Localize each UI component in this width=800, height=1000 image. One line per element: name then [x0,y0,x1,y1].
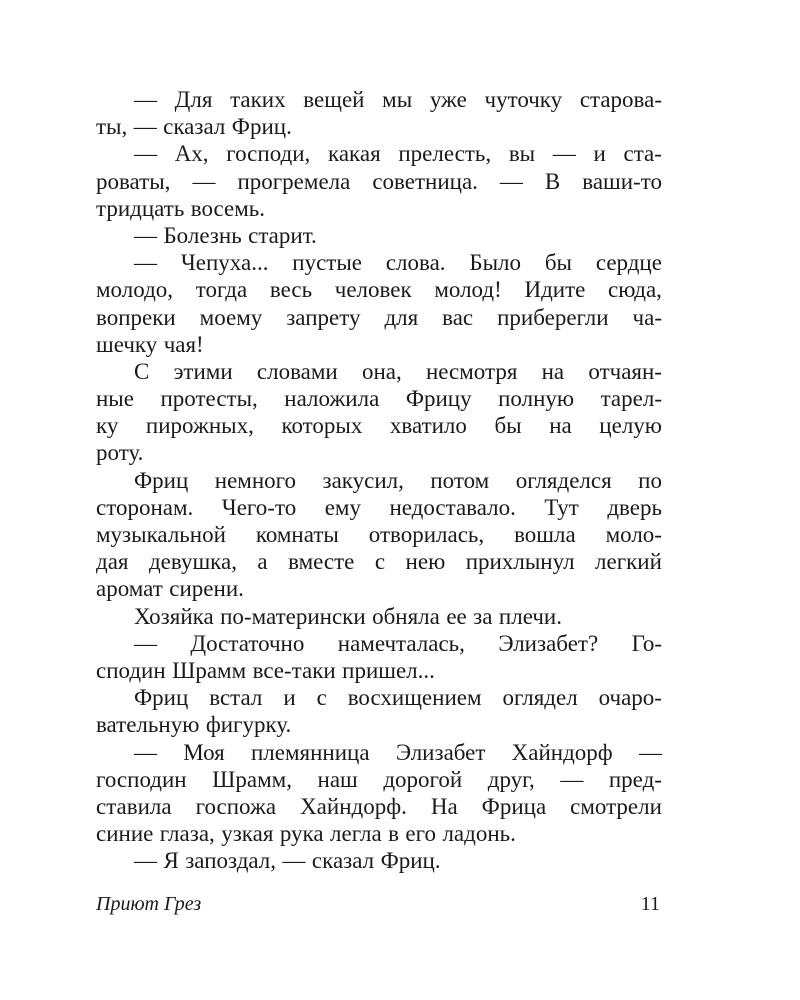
word: намечталась, [337,630,465,656]
word: шечку [96,331,158,357]
word: отворилась, [368,522,485,547]
word: с [316,685,327,711]
word: запрету [286,304,361,330]
word: моему [199,304,263,330]
word: синие [96,821,154,847]
word: пирожных, [145,413,254,439]
word: и [593,141,606,167]
running-title: Приют Грез [96,893,202,915]
word: — [133,114,157,140]
word: Элизабет [395,739,486,765]
word: целую [599,413,662,439]
paragraph [96,86,662,140]
word: узкая [221,821,274,847]
word: вопреки [96,304,176,330]
word: огляделся [515,467,612,493]
word: молодо, [96,277,174,303]
word: Хайндорф [511,739,613,765]
word: — [134,141,157,167]
word: Идите [524,277,586,303]
word: Фрица [481,793,547,819]
word: — [134,87,157,112]
word: оглядел [502,685,578,711]
word: чая! [163,331,204,357]
word: ку [96,413,119,439]
paragraph [96,140,662,222]
word: роту. [96,440,144,466]
word: С [134,358,150,384]
word: ста- [623,141,662,167]
text-line [96,276,662,303]
word: Фриц [134,685,189,711]
word: ваши-то [582,168,662,194]
word: его [405,821,436,847]
paragraph [96,739,662,848]
word: ные [96,386,134,412]
paragraph [96,630,662,684]
word: чуточку [484,87,563,112]
word: для [384,304,419,330]
paragraph [96,467,662,603]
word: плечи. [498,603,562,629]
word: нею [405,549,446,575]
text-line [96,847,662,874]
text-line [96,575,662,602]
word: по [638,467,662,493]
text-line [96,113,662,140]
word: — [192,168,216,194]
word: Ах, [174,141,209,167]
word: Хозяйка [134,603,214,629]
word: друг, [487,766,535,792]
word: бы [544,250,572,276]
word: Фриц. [231,114,292,140]
word: Фрицу [405,386,472,412]
word: — [282,848,306,874]
word: аромат [96,576,163,602]
word: — [134,222,157,248]
word: вместе [288,549,355,575]
text-line [96,222,662,249]
paragraph [96,249,662,358]
word: рука [279,821,324,847]
text-line [96,385,662,412]
word: смотрели [570,793,662,819]
word: в [388,821,399,847]
text-line [96,711,662,738]
word: ему [324,494,361,520]
word: на [549,413,572,439]
word: уже [429,87,467,112]
text-line [96,140,662,167]
word: сирени. [169,576,244,602]
word: дверь [607,494,662,520]
word: — [134,848,157,874]
word: дорогой [383,766,463,792]
word: Тут [544,494,579,520]
word: хватило [389,413,467,439]
word: комнаты [255,522,339,547]
word: потом [430,467,490,493]
word: полную [498,386,575,412]
word: Чепуха... [180,250,269,276]
word: девушка, [148,549,237,575]
text-line [96,249,662,276]
word: Го- [631,630,662,656]
text-line [96,793,662,820]
word: все-таки [252,657,336,683]
word: вы [508,141,536,167]
paragraph [96,684,662,738]
word: прогремела [237,168,351,194]
text-line [96,820,662,847]
text-line [96,521,662,548]
text-line [96,358,662,385]
text-line [96,548,662,575]
word: по-матерински [220,603,366,629]
word: человек [334,277,412,303]
text-line [96,439,662,466]
word: племянница [251,739,370,765]
word: господи, [226,141,311,167]
paragraph [96,603,662,630]
text-line [96,684,662,711]
word: Было [469,250,522,276]
word: — [134,630,157,656]
page-footer [96,890,660,918]
text-line [96,331,662,358]
word: приберегли [497,304,609,330]
word: — [499,168,523,194]
word: моло- [605,522,662,547]
word: — [134,250,157,276]
word: пришел... [342,657,435,683]
word: — [638,739,662,765]
word: господин [96,766,187,792]
word: встал [209,685,263,711]
word: легкий [595,549,662,575]
word: музыкальной [96,522,226,547]
text-line [96,494,662,521]
word: какая [328,141,381,167]
word: пустые [292,250,363,276]
page-number: 11 [640,893,660,915]
text-line [96,766,662,793]
word: сердце [595,250,662,276]
word: ставила [96,793,172,819]
text-line [96,739,662,766]
word: которых [281,413,363,439]
word: пред- [608,766,662,792]
word: таких [230,87,286,112]
text-line [96,657,662,684]
word: глаза, [159,821,215,847]
word: наложила [284,386,380,412]
word: весь [269,277,313,303]
word: сторонам. [96,494,194,520]
paragraph [96,847,662,874]
word: бы [494,413,522,439]
text-line [96,630,662,657]
text-line [96,168,662,195]
word: — [134,739,157,765]
word: Моя [183,739,225,765]
word: несмотря [425,358,518,384]
word: В [544,168,561,194]
word: наш [317,766,358,792]
word: прихлынул [465,549,575,575]
word: молод! [434,277,502,303]
word: вошла [514,522,576,547]
word: дая [96,549,129,575]
text-line [96,86,662,113]
word: тогда [195,277,248,303]
word: сподин [96,657,166,683]
word: На [430,793,458,819]
word: восхищением [347,685,482,711]
word: — [560,766,584,792]
word: вас [442,304,474,330]
word: этими [173,358,233,384]
word: советница. [372,168,478,194]
word: тарел- [600,386,662,412]
word: закусил, [322,467,404,493]
word: сказал [311,848,375,874]
word: Фриц [134,467,189,493]
text-line [96,603,662,630]
word: Шрамм, [212,766,292,792]
word: отчаян- [588,358,662,384]
word: Элизабет? [498,630,599,656]
word: Достаточно [190,630,305,656]
word: очаро- [598,685,662,711]
word: Болезнь [163,222,242,248]
word: Шрамм [172,657,247,683]
body-text [96,86,662,874]
word: словами [256,358,338,384]
word: слова. [385,250,446,276]
word: Для [174,87,213,112]
word: старова- [579,87,662,112]
word: фигурку. [205,712,292,738]
word: она, [361,358,402,384]
text-line [96,412,662,439]
word: легла [330,821,382,847]
paragraph [96,358,662,467]
paragraph [96,222,662,249]
word: вательную [96,712,200,738]
word: обняла [372,603,440,629]
text-line [96,195,662,222]
word: Фриц. [380,848,441,874]
word: восемь. [190,195,266,221]
word: протесты, [160,386,258,412]
word: прелесть, [398,141,492,167]
word: мы [382,87,413,112]
word: и [283,685,296,711]
word: Я [163,848,179,874]
word: ча- [632,304,662,330]
word: Чего-то [221,494,297,520]
text-line [96,467,662,494]
word: ты, [96,114,128,140]
word: старит. [248,222,317,248]
word: госпожа [195,793,277,819]
word: вещей [303,87,365,112]
word: — [552,141,576,167]
word: сюда, [608,277,662,303]
word: недоставало. [389,494,516,520]
text-line [96,304,662,331]
word: немного [214,467,297,493]
word: ее [446,603,467,629]
word: тридцать [96,195,185,221]
word: а [257,549,268,575]
word: Хайндорф. [300,793,407,819]
word: на [541,358,565,384]
word: сказал [163,114,226,140]
word: ладонь. [442,821,516,847]
word: за [473,603,493,629]
word: роваты, [96,168,171,194]
word: с [374,549,386,575]
word: запоздал, [185,848,277,874]
